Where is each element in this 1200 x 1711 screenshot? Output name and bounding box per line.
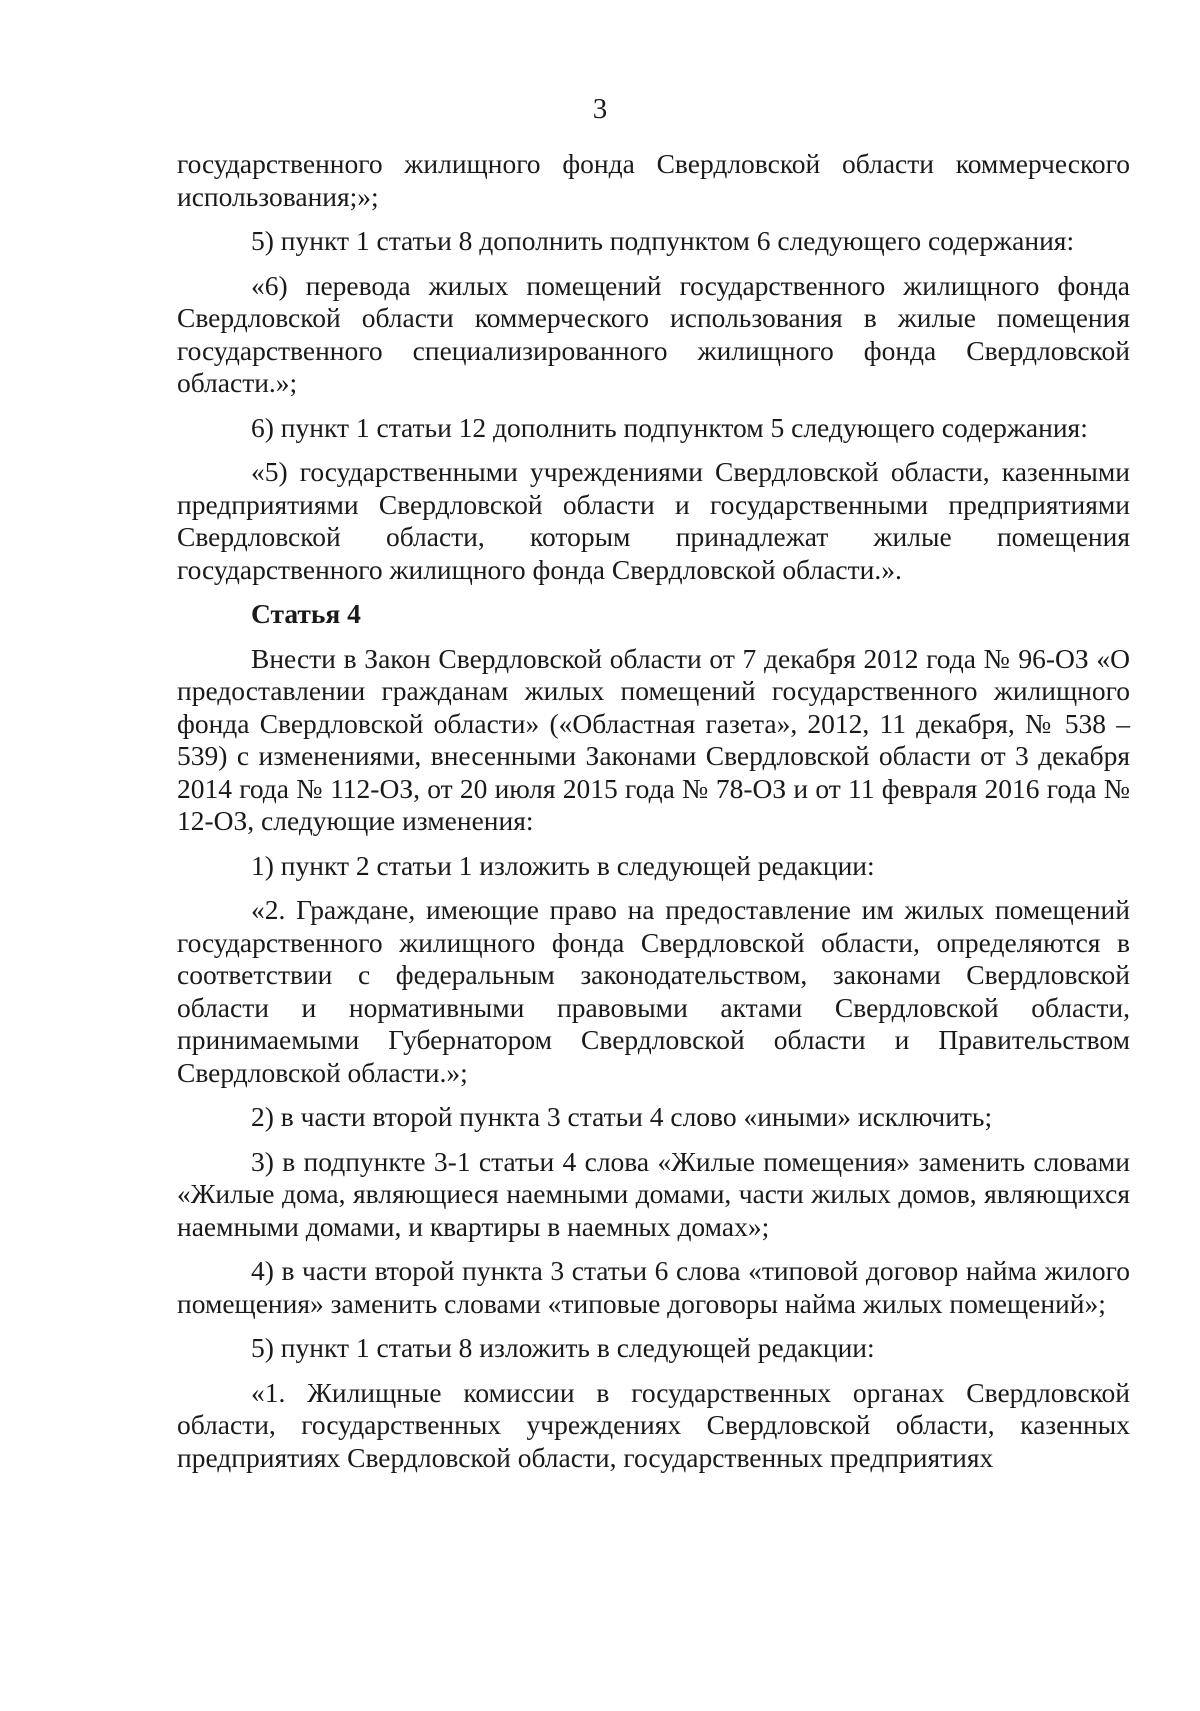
paragraph-quoted-point-1: «1. Жилищные комиссии в государственных органах Свердловской области, государственных учреждениях Свердловской области, казенных предприятиях Свердловской области, государственных предприятиях: [177, 1376, 1130, 1473]
paragraph-quoted-subitem-5: «5) государственными учреждениями Свердловской области, казенными предприятиями Свердловской области и государственными предприятиями Свердловской области, которым принадлежат жилые помещения государственного жилищного фонда Свердловской области.».: [177, 456, 1130, 585]
article-heading: Статья 4: [251, 598, 361, 629]
list-item-change-4: 4) в части второй пункта 3 статьи 6 слова «типовой договор найма жилого помещения» заменить словами «типовые договоры найма жилых помещений»;: [177, 1255, 1130, 1319]
paragraph-continuation: государственного жилищного фонда Свердловской области коммерческого использования;»;: [177, 148, 1130, 212]
paragraph-quoted-point-2: «2. Граждане, имеющие право на предоставление им жилых помещений государственного жилищного фонда Свердловской области, определяются в соответствии с федеральным законодательством, законами Свердловской области и нормативными правовыми актами Свердловской области, принимаемыми Губернатором Свердловской области и Правительством Свердловской области.»;: [177, 894, 1130, 1088]
list-item-change-5: 5) пункт 1 статьи 8 изложить в следующей редакции:: [251, 1332, 875, 1363]
page-number: 3: [592, 93, 608, 125]
list-item-amendment-5: 5) пункт 1 статьи 8 дополнить подпунктом 6 следующего содержания:: [251, 225, 1075, 256]
document-body: [177, 148, 1130, 1486]
list-item-change-1: 1) пункт 2 статьи 1 изложить в следующей редакции:: [251, 849, 875, 881]
list-item-amendment-6: 6) пункт 1 статьи 12 дополнить подпунктом 5 следующего содержания:: [251, 411, 1088, 443]
list-item-change-3: 3) в подпункте 3-1 статьи 4 слова «Жилые помещения» заменить словами «Жилые дома, являющиеся наемными домами, части жилых домов, являющихся наемными домами, и квартиры в наемных домах»;: [177, 1145, 1130, 1242]
list-item-change-2: 2) в части второй пункта 3 статьи 4 слово «иными» исключить;: [251, 1101, 993, 1132]
paragraph-article-intro: Внести в Закон Свердловской области от 7 декабря 2012 года № 96-ОЗ «О предоставлении гражданам жилых помещений государственного жилищного фонда Свердловской области» («Областная газета», 2012, 11 декабря, № 538 – 539) с изменениями, внесенными Законами Свердловской области от 3 декабря 2014 года № 112-ОЗ, от 20 июля 2015 года № 78-ОЗ и от 11 февраля 2016 года № 12-ОЗ, следующие изменения:: [177, 642, 1130, 836]
paragraph-quoted-subitem-6: «6) перевода жилых помещений государственного жилищного фонда Свердловской области коммерческого использования в жилые помещения государственного специализированного жилищного фонда Свердловской области.»;: [177, 269, 1130, 398]
